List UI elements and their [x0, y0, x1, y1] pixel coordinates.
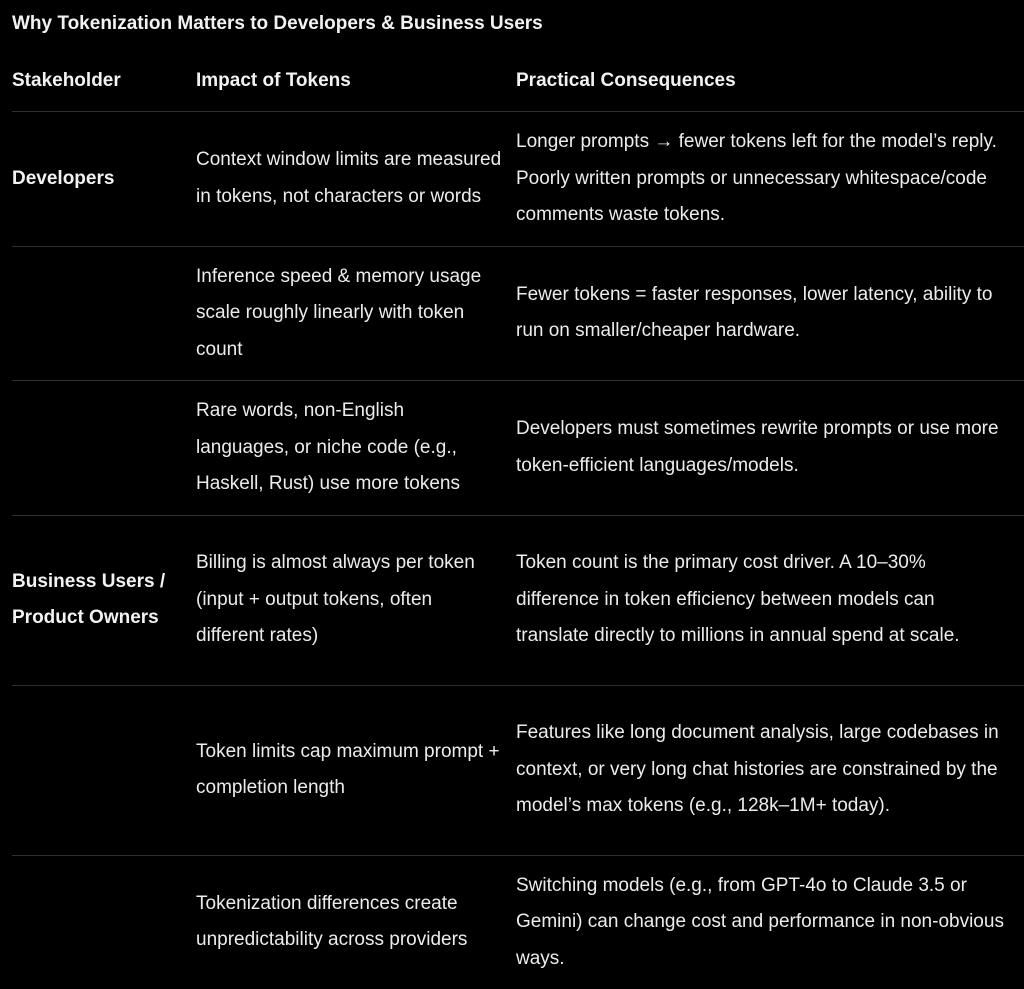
- stakeholder-cell: [12, 381, 196, 516]
- impact-cell: Token limits cap maximum prompt + completion length: [196, 685, 516, 855]
- impact-cell: Billing is almost always per token (input + output tokens, often different rates): [196, 515, 516, 685]
- consequence-cell: Developers must sometimes rewrite prompts or use more token-efficient languages/models.: [516, 381, 1024, 516]
- table-row: [12, 112, 1024, 247]
- consequence-cell: Features like long document analysis, large codebases in context, or very long chat histories are constrained by the model’s max tokens (e.g., 128k–1M+ today).: [516, 685, 1024, 855]
- stakeholder-cell: Developers: [12, 112, 196, 247]
- table-row: [12, 381, 1024, 516]
- stakeholder-cell: [12, 246, 196, 381]
- table-row: [12, 246, 1024, 381]
- stakeholder-cell: [12, 685, 196, 855]
- table-header-row: [12, 63, 1024, 112]
- consequence-cell: Fewer tokens = faster responses, lower latency, ability to run on smaller/cheaper hardware.: [516, 246, 1024, 381]
- consequence-cell: Token count is the primary cost driver. A 10–30% difference in token efficiency between models can translate directly to millions in annual spend at scale.: [516, 515, 1024, 685]
- impact-cell: Inference speed & memory usage scale roughly linearly with token count: [196, 246, 516, 381]
- table-row: [12, 685, 1024, 855]
- header-impact: Impact of Tokens: [196, 63, 516, 112]
- table-row: [12, 515, 1024, 685]
- stakeholder-cell: Business Users / Product Owners: [12, 515, 196, 685]
- consequence-cell: Switching models (e.g., from GPT-4o to Claude 3.5 or Gemini) can change cost and performance in non-obvious ways.: [516, 874, 1004, 969]
- header-consequences: Practical Consequences: [516, 63, 1024, 112]
- consequence-cell: Longer prompts → fewer tokens left for the model’s reply. Poorly written prompts or unnecessary whitespace/code comments waste tokens.: [516, 112, 1024, 247]
- table-row: [12, 855, 1024, 989]
- tokenization-table: [12, 63, 1024, 989]
- impact-cell: Context window limits are measured in tokens, not characters or words: [196, 112, 516, 247]
- header-stakeholder: Stakeholder: [12, 63, 196, 112]
- impact-cell: Rare words, non-English languages, or niche code (e.g., Haskell, Rust) use more tokens: [196, 381, 516, 516]
- impact-cell: Tokenization differences create unpredictability across providers: [196, 892, 468, 951]
- page-title: Why Tokenization Matters to Developers & Business Users: [12, 13, 543, 34]
- stakeholder-cell: [12, 855, 196, 989]
